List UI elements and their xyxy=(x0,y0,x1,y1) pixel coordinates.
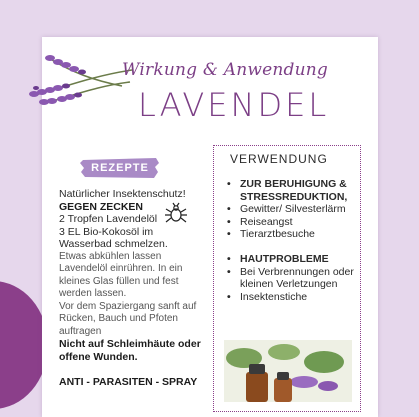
usage-group-heading: • HAUTPROBLEME xyxy=(226,253,356,266)
usage-group-heading: • ZUR BERUHIGUNG & STRESSREDUKTION, xyxy=(226,178,356,203)
usage-item: • Gewitter/ Silvesterlärm xyxy=(226,203,356,216)
usage-title: VERWENDUNG xyxy=(230,152,328,166)
usage-item: • Reiseangst xyxy=(226,216,356,229)
recipe-line: 2 Tropfen Lavendelöl xyxy=(59,213,158,226)
recipe-line: Etwas abkühlen lassen Lavendelöl einrühren. In ein kleines Glas füllen und fest werden lassen. xyxy=(59,250,183,300)
recipe-line: 3 EL Bio-Kokosöl im Wasserbad schmelzen. xyxy=(59,225,168,251)
recipe-heading: ANTI - PARASITEN - SPRAY xyxy=(59,375,198,388)
usage-list xyxy=(226,178,356,303)
page-subtitle: Wirkung & Anwendung xyxy=(122,60,329,80)
rezepte-badge xyxy=(80,157,160,179)
page-title: LAVENDEL xyxy=(138,86,330,124)
recipe-heading: GEGEN ZECKEN xyxy=(59,200,144,213)
decorative-circle xyxy=(0,281,48,409)
tick-icon xyxy=(163,201,189,227)
rezepte-label: REZEPTE xyxy=(91,162,149,174)
oil-bottle-photo xyxy=(224,340,352,402)
recipe-line: Natürlicher Insektenschutz! xyxy=(59,188,186,200)
recipe-warning: Nicht auf Schleimhäute oder offene Wunden. xyxy=(59,338,201,364)
usage-item: • Bei Verbrennungen oder kleinen Verletzungen xyxy=(226,266,356,291)
usage-item: • Tierarztbesuche xyxy=(226,228,356,241)
recipe-line: Vor dem Spaziergang sanft auf Rücken, Bauch und Pfoten auftragen xyxy=(59,300,197,337)
usage-item: • Insektenstiche xyxy=(226,291,356,304)
